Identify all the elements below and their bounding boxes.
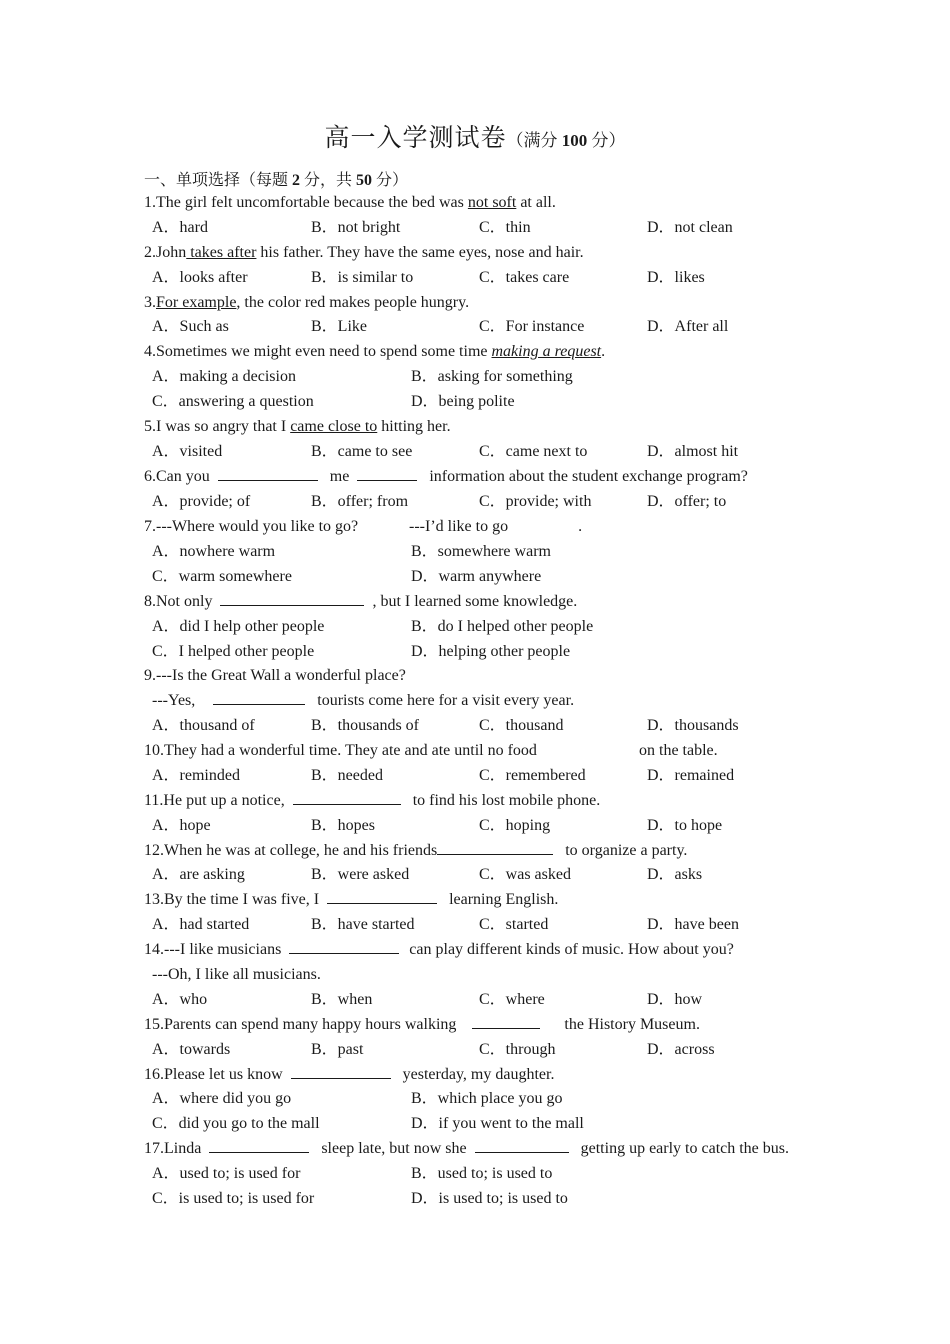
q11-option-c[interactable]: C．hoping — [479, 817, 551, 834]
q9-option-b[interactable]: B．thousands of — [311, 717, 420, 734]
q17-text-end: getting up early to catch the bus. — [576, 1140, 790, 1157]
q9-blank[interactable] — [213, 690, 305, 705]
q14-option-a[interactable]: A．who — [152, 991, 208, 1008]
q15-option-c[interactable]: C．through — [479, 1041, 556, 1058]
q14-option-c[interactable]: C．where — [479, 991, 545, 1008]
q10-text-end: on the table. — [639, 742, 718, 759]
question-8 — [144, 591, 577, 613]
q5-text-end: hitting her. — [377, 418, 451, 435]
q12-option-d[interactable]: D．asks — [647, 866, 703, 883]
q6-text-mid: me — [325, 468, 354, 485]
question-14-reply — [152, 964, 321, 986]
q5-underlined: came close to — [290, 418, 378, 435]
q13-text-end: learning English. — [445, 891, 559, 908]
q4-text: 4.Sometimes we might even need to spend some time — [144, 343, 492, 360]
q14-option-d[interactable]: D．how — [647, 991, 703, 1008]
q5-option-d[interactable]: D．almost hit — [647, 443, 739, 460]
q9-option-d[interactable]: D．thousands — [647, 717, 739, 734]
q6-option-d[interactable]: D．offer; to — [647, 493, 727, 510]
q1-option-a[interactable]: A．hard — [152, 219, 208, 236]
q9-text: 9.---Is the Great Wall a wonderful place? — [144, 667, 406, 684]
question-17 — [144, 1138, 789, 1160]
q8-text: 8.Not only — [144, 593, 217, 610]
q17-option-c[interactable]: C．is used to; is used for — [152, 1190, 315, 1207]
q1-option-c[interactable]: C．thin — [479, 219, 531, 236]
section-points-each: 2 — [292, 172, 301, 189]
q15-option-a[interactable]: A．towards — [152, 1041, 231, 1058]
q4-option-d[interactable]: D．being polite — [411, 393, 515, 410]
q7-option-d[interactable]: D．warm anywhere — [411, 568, 542, 585]
q1-option-b[interactable]: B．not bright — [311, 219, 401, 236]
q17-text-mid: sleep late, but now she — [317, 1140, 471, 1157]
title-score: 100 — [561, 131, 588, 150]
q14-option-b[interactable]: B．when — [311, 991, 373, 1008]
q16-blank[interactable] — [291, 1064, 391, 1079]
q15-blank[interactable] — [472, 1014, 540, 1029]
q9-reply-text: ---Yes, — [152, 692, 200, 709]
question-13 — [144, 889, 558, 911]
q12-blank[interactable] — [437, 840, 553, 855]
q9-option-a[interactable]: A．thousand of — [152, 717, 255, 734]
q8-option-c[interactable]: C．I helped other people — [152, 643, 315, 660]
question-4 — [144, 341, 605, 363]
q15-option-b[interactable]: B．past — [311, 1041, 364, 1058]
q11-option-d[interactable]: D．to hope — [647, 817, 723, 834]
q16-option-b[interactable]: B．which place you go — [411, 1090, 563, 1107]
question-10 — [144, 740, 537, 762]
question-10-end — [639, 740, 718, 762]
q12-option-b[interactable]: B．were asked — [311, 866, 410, 883]
q7-reply-end: . — [578, 518, 583, 535]
q7-option-a[interactable]: A．nowhere warm — [152, 543, 276, 560]
q13-option-a[interactable]: A．had started — [152, 916, 250, 933]
q3-underlined: For example — [156, 294, 237, 311]
q4-text-end: . — [601, 343, 606, 360]
q5-option-c[interactable]: C．came next to — [479, 443, 588, 460]
q13-option-b[interactable]: B．have started — [311, 916, 415, 933]
q2-option-a[interactable]: A．looks after — [152, 269, 248, 286]
q11-option-b[interactable]: B．hopes — [311, 817, 376, 834]
q6-option-c[interactable]: C．provide; with — [479, 493, 592, 510]
q6-text-end: information about the student exchange program? — [425, 468, 748, 485]
q4-underlined: making a request — [491, 343, 602, 360]
q7-reply-text: ---I’d like to go — [409, 518, 509, 535]
section-label-end: 分） — [372, 172, 409, 189]
q2-option-b[interactable]: B．is similar to — [311, 269, 414, 286]
title-main: 高一入学测试卷 — [324, 125, 507, 152]
q17-option-b[interactable]: B．used to; is used to — [411, 1165, 553, 1182]
question-1 — [144, 192, 556, 214]
q7-text: 7.---Where would you like to go? — [144, 518, 359, 535]
exam-title — [0, 118, 950, 154]
q6-option-a[interactable]: A．provide; of — [152, 493, 251, 510]
q7-option-b[interactable]: B．somewhere warm — [411, 543, 551, 560]
question-12 — [144, 840, 687, 862]
q3-text: 3. — [144, 294, 156, 311]
q10-option-b[interactable]: B．needed — [311, 767, 383, 784]
q3-option-b[interactable]: B．Like — [311, 318, 367, 335]
q2-underlined: takes after — [186, 244, 257, 261]
q5-option-a[interactable]: A．visited — [152, 443, 223, 460]
question-7-reply — [409, 516, 582, 538]
q6-blank-1[interactable] — [218, 466, 318, 481]
q8-blank[interactable] — [220, 591, 364, 606]
q14-blank[interactable] — [289, 939, 399, 954]
q14-text: 14.---I like musicians — [144, 941, 286, 958]
q14-text-end: can play different kinds of music. How about you? — [405, 941, 734, 958]
q13-option-d[interactable]: D．have been — [647, 916, 739, 933]
q10-text: 10.They had a wonderful time. They ate and ate until no food — [144, 742, 537, 759]
title-paren-open: （满分 — [506, 131, 562, 150]
q3-text-end: , the color red makes people hungry. — [236, 294, 470, 311]
q16-text: 16.Please let us know — [144, 1066, 287, 1083]
q3-option-a[interactable]: A．Such as — [152, 318, 229, 335]
q15-text-end: the History Museum. — [564, 1016, 700, 1033]
q5-text: 5.I was so angry that I — [144, 418, 291, 435]
q10-option-a[interactable]: A．reminded — [152, 767, 240, 784]
question-11 — [144, 790, 600, 812]
q11-text-end: to find his lost mobile phone. — [408, 792, 601, 809]
q4-option-c[interactable]: C．answering a question — [152, 393, 314, 410]
q12-text-end: to organize a party. — [561, 842, 688, 859]
q12-option-a[interactable]: A．are asking — [152, 866, 245, 883]
section-label: 一、单项选择（每题 — [144, 172, 293, 189]
title-paren-close: 分） — [587, 131, 626, 150]
q17-text: 17.Linda — [144, 1140, 206, 1157]
q8-option-b[interactable]: B．do I helped other people — [411, 618, 594, 635]
q8-option-a[interactable]: A．did I help other people — [152, 618, 325, 635]
q5-option-b[interactable]: B．came to see — [311, 443, 413, 460]
q1-text: 1.The girl felt uncomfortable because the bed was — [144, 194, 468, 211]
q2-option-d[interactable]: D．likes — [647, 269, 705, 286]
q4-option-b[interactable]: B．asking for something — [411, 368, 573, 385]
q15-text: 15.Parents can spend many happy hours walking — [144, 1016, 457, 1033]
q13-text: 13.By the time I was five, I — [144, 891, 324, 908]
q11-blank[interactable] — [293, 790, 401, 805]
question-9 — [144, 665, 406, 687]
q12-text: 12.When he was at college, he and his friends — [144, 842, 438, 859]
q16-option-c[interactable]: C．did you go to the mall — [152, 1115, 320, 1132]
q3-option-c[interactable]: C．For instance — [479, 318, 585, 335]
q6-blank-2[interactable] — [357, 466, 417, 481]
question-16 — [144, 1064, 554, 1086]
question-2 — [144, 242, 584, 264]
q16-option-d[interactable]: D．if you went to the mall — [411, 1115, 584, 1132]
q4-option-a[interactable]: A．making a decision — [152, 368, 296, 385]
q13-blank[interactable] — [327, 889, 437, 904]
q11-option-a[interactable]: A．hope — [152, 817, 211, 834]
question-3 — [144, 292, 469, 314]
q17-option-a[interactable]: A．used to; is used for — [152, 1165, 301, 1182]
q2-option-c[interactable]: C．takes care — [479, 269, 570, 286]
q6-text: 6.Can you — [144, 468, 214, 485]
question-15 — [144, 1014, 700, 1036]
q17-option-d[interactable]: D．is used to; is used to — [411, 1190, 568, 1207]
section-label-mid: 分，共 — [300, 172, 357, 189]
question-7 — [144, 516, 358, 538]
section-heading — [144, 167, 408, 190]
q14-reply-text: ---Oh, I like all musicians. — [152, 966, 321, 983]
q9-option-c[interactable]: C．thousand — [479, 717, 564, 734]
q1-text-end: at all. — [516, 194, 556, 211]
q3-option-d[interactable]: D．After all — [647, 318, 729, 335]
q16-text-end: yesterday, my daughter. — [398, 1066, 555, 1083]
q10-option-d[interactable]: D．remained — [647, 767, 735, 784]
q7-option-c[interactable]: C．warm somewhere — [152, 568, 292, 585]
question-6 — [144, 466, 748, 488]
q1-underlined: not soft — [467, 194, 517, 211]
question-9-reply — [152, 690, 574, 712]
q1-option-d[interactable]: D．not clean — [647, 219, 733, 236]
q2-text-end: his father. They have the same eyes, nose and hair. — [256, 244, 584, 261]
q13-option-c[interactable]: C．started — [479, 916, 549, 933]
q10-option-c[interactable]: C．remembered — [479, 767, 586, 784]
section-points-total: 50 — [356, 172, 373, 189]
q6-option-b[interactable]: B．offer; from — [311, 493, 409, 510]
q16-option-a[interactable]: A．where did you go — [152, 1090, 292, 1107]
q8-text-end: , but I learned some knowledge. — [368, 593, 578, 610]
q9-reply-end: tourists come here for a visit every year. — [313, 692, 575, 709]
question-5 — [144, 416, 451, 438]
q15-option-d[interactable]: D．across — [647, 1041, 715, 1058]
q17-blank-1[interactable] — [209, 1138, 309, 1153]
q12-option-c[interactable]: C．was asked — [479, 866, 571, 883]
q11-text: 11.He put up a notice, — [144, 792, 289, 809]
q2-text: 2.John — [144, 244, 187, 261]
question-14 — [144, 939, 734, 961]
q17-blank-2[interactable] — [475, 1138, 569, 1153]
q8-option-d[interactable]: D．helping other people — [411, 643, 571, 660]
